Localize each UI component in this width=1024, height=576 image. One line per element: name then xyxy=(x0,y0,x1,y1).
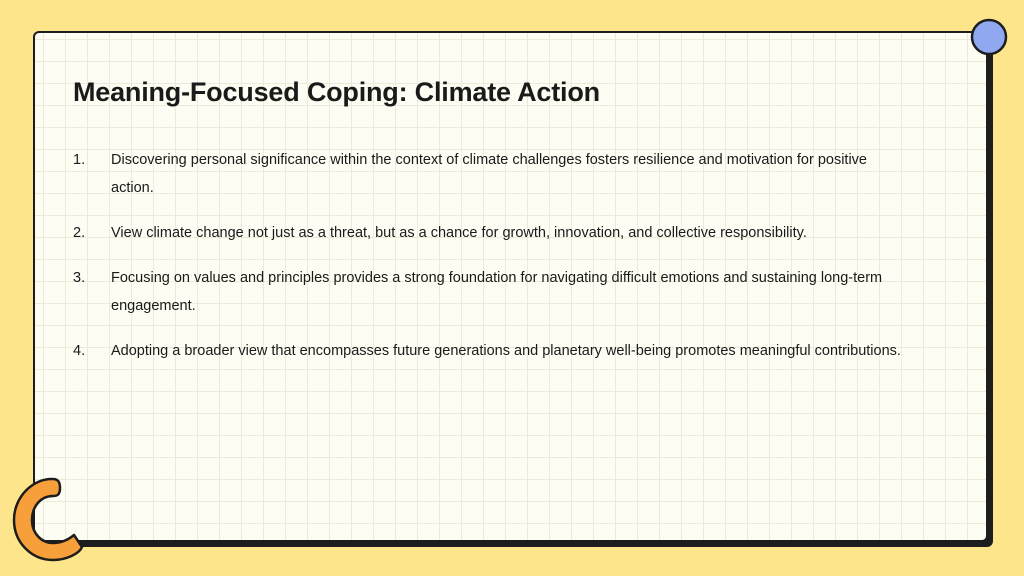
list-item xyxy=(73,337,913,365)
bullet-list xyxy=(73,146,913,382)
list-item-text: View climate change not just as a threat, but as a chance for growth, innovation, and collective responsibility. xyxy=(111,225,807,241)
list-item-number: 1. xyxy=(73,152,86,168)
slide-title: Meaning-Focused Coping: Climate Action xyxy=(73,77,600,107)
list-item-number: 3. xyxy=(73,270,86,286)
orange-c-shape-icon xyxy=(6,468,88,564)
slide-card xyxy=(33,31,988,542)
list-item-text: Adopting a broader view that encompasses future generations and planetary well-being promotes meaningful contributions. xyxy=(111,343,901,359)
list-item-text: Discovering personal significance within the context of climate challenges fosters resilience and motivation for positive action. xyxy=(111,152,867,196)
list-item xyxy=(73,146,913,202)
list-item-text: Focusing on values and principles provides a strong foundation for navigating difficult emotions and sustaining long-term engagement. xyxy=(111,270,883,314)
blue-circle-icon xyxy=(970,18,1008,56)
list-item-number: 4. xyxy=(73,343,86,359)
list-item-number: 2. xyxy=(73,225,86,241)
list-item xyxy=(73,264,913,320)
list-item xyxy=(73,219,913,247)
